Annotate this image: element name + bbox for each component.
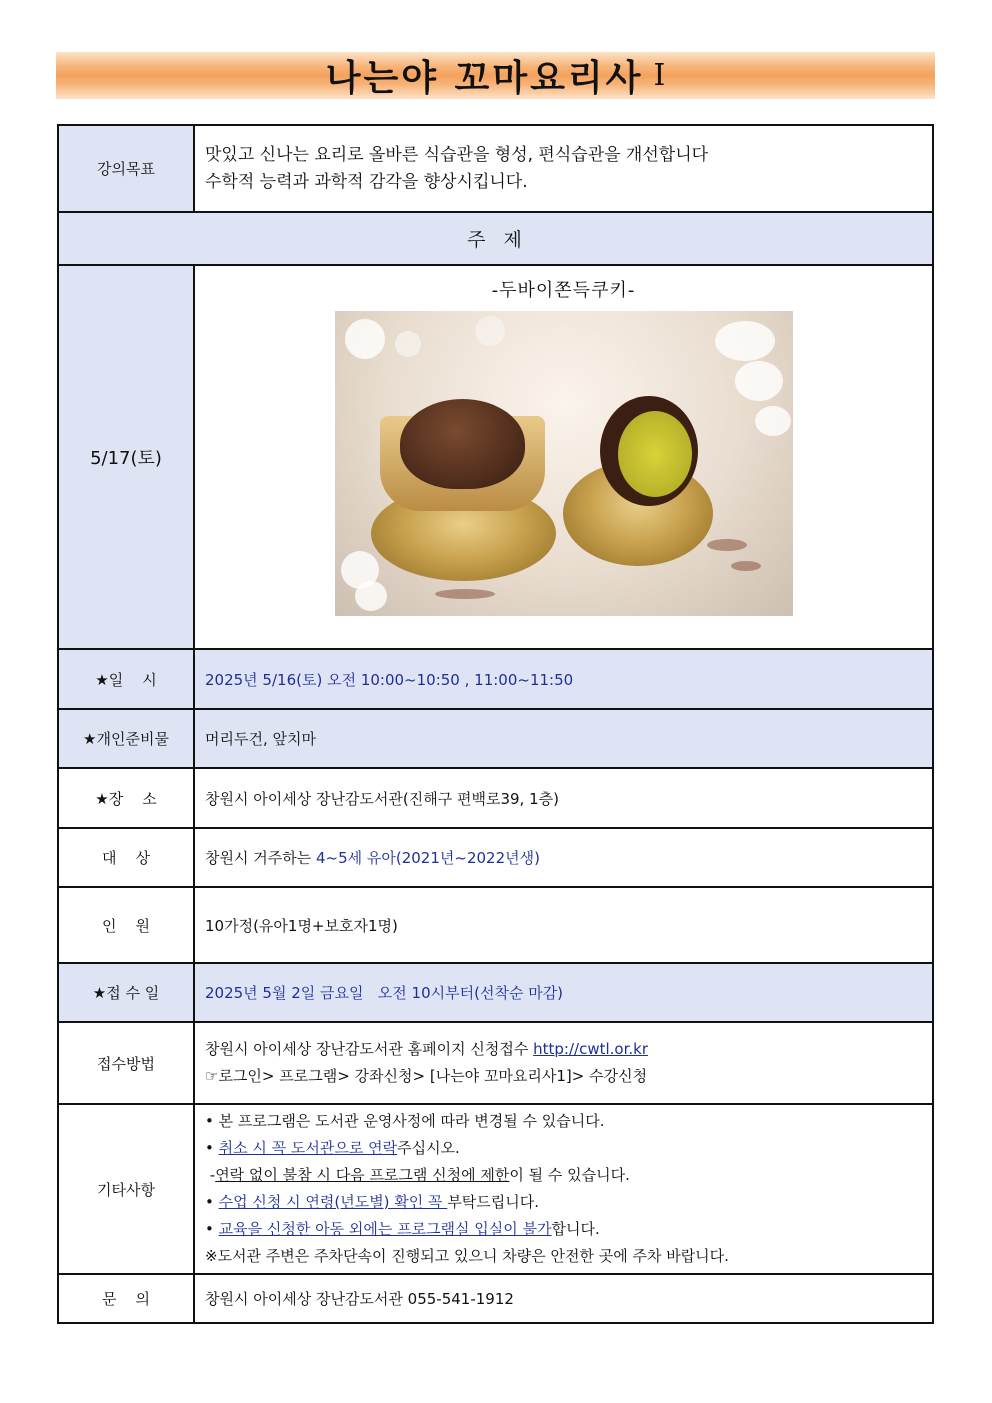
apply-method-line-2: ☞로그인> 프로그램> 강좌신청> [나는야 꼬마요리사1]> 수강신청 [205,1067,648,1085]
etc-label: 기타사항 [58,1104,194,1274]
etc-bullet: • [205,1193,219,1211]
etc-line-3-rest: 이 될 수 있습니다. [509,1166,630,1184]
etc-line-2-rest: 주십시오. [397,1139,460,1157]
contact-row [58,1274,933,1323]
etc-line-1: • 본 프로그램은 도서관 운영사정에 따라 변경될 수 있습니다. [205,1112,605,1130]
goal-label: 강의목표 [58,125,194,212]
etc-line-4-rest: 부탁드립니다. [447,1193,540,1211]
topic-header: 주 제 [58,212,933,265]
etc-line-5-rest: 합니다. [551,1220,600,1238]
target-prefix: 창원시 거주하는 [205,849,316,867]
target-value [194,828,933,887]
etc-bullet: • [205,1220,219,1238]
prepare-value: 머리두건, 앞치마 [194,709,933,768]
etc-line-2 [205,1135,932,1162]
people-label: 인 원 [58,887,194,963]
program-info-table [57,124,934,1324]
etc-line-4 [205,1189,932,1216]
etc-line-3 [205,1162,932,1189]
etc-value [194,1104,933,1274]
apply-date-value: 2025년 5월 2일 금요일 오전 10시부터(선착순 마감) [194,963,933,1022]
schedule-label: ★일 시 [58,649,194,709]
etc-absence-notice: 연락 없이 불참 시 다음 프로그램 신청에 제한 [215,1166,510,1184]
prepare-row [58,709,933,768]
etc-line-5 [205,1216,932,1243]
etc-cancel-notice: 취소 시 꼭 도서관으로 연락 [218,1139,398,1157]
place-label: ★장 소 [58,768,194,828]
etc-row [58,1104,933,1274]
apply-method-label: 접수방법 [58,1022,194,1104]
page-title-numeral: Ⅰ [653,58,666,93]
people-row [58,887,933,963]
place-row [58,768,933,828]
goal-value [194,125,933,212]
schedule-value: 2025년 5/16(토) 오전 10:00~10:50 , 11:00~11:50 [194,649,933,709]
topic-header-row [58,212,933,265]
title-banner [56,52,935,99]
menu-title: -두바이쫀득쿠키- [491,280,636,301]
etc-bullet: • [205,1139,219,1157]
apply-method-row [58,1022,933,1104]
topic-date: 5/17(토) [58,265,194,649]
contact-value: 창원시 아이세상 장난감도서관 055-541-1912 [194,1274,933,1323]
topic-row [58,265,933,649]
etc-entry-notice: 교육을 신청한 아동 외에는 프로그램실 입실이 불가 [218,1220,552,1238]
schedule-row [58,649,933,709]
apply-date-label: ★접 수 일 [58,963,194,1022]
target-age: 4~5세 유아(2021년~2022년생) [315,849,540,867]
contact-label: 문 의 [58,1274,194,1323]
etc-dash: - [205,1166,216,1184]
people-value: 10가정(유아1명+보호자1명) [194,887,933,963]
etc-age-notice: 수업 신청 시 연령(년도별) 확인 꼭 [218,1193,448,1211]
etc-line-6: ※도서관 주변은 주차단속이 진행되고 있으니 차량은 안전한 곳에 주차 바랍니다. [205,1247,729,1265]
prepare-label: ★개인준비물 [58,709,194,768]
apply-method-line-1 [205,1036,932,1063]
apply-method-text: 창원시 아이세상 장난감도서관 홈페이지 신청접수 [205,1040,534,1058]
target-row [58,828,933,887]
topic-content [194,265,933,649]
dubai-cookie-photo [335,311,793,616]
apply-date-row [58,963,933,1022]
goal-line-1: 맛있고 신나는 요리로 올바른 식습관을 형성, 편식습관을 개선합니다 [205,144,709,165]
place-value: 창원시 아이세상 장난감도서관(진해구 편백로39, 1층) [194,768,933,828]
target-label: 대 상 [58,828,194,887]
goal-line-2: 수학적 능력과 과학적 감각을 향상시킵니다. [205,171,528,192]
goal-row [58,125,933,212]
apply-method-value [194,1022,933,1104]
homepage-link[interactable]: http://cwtl.or.kr [533,1040,649,1058]
page-title: 나는야 꼬마요리사 [325,58,644,99]
